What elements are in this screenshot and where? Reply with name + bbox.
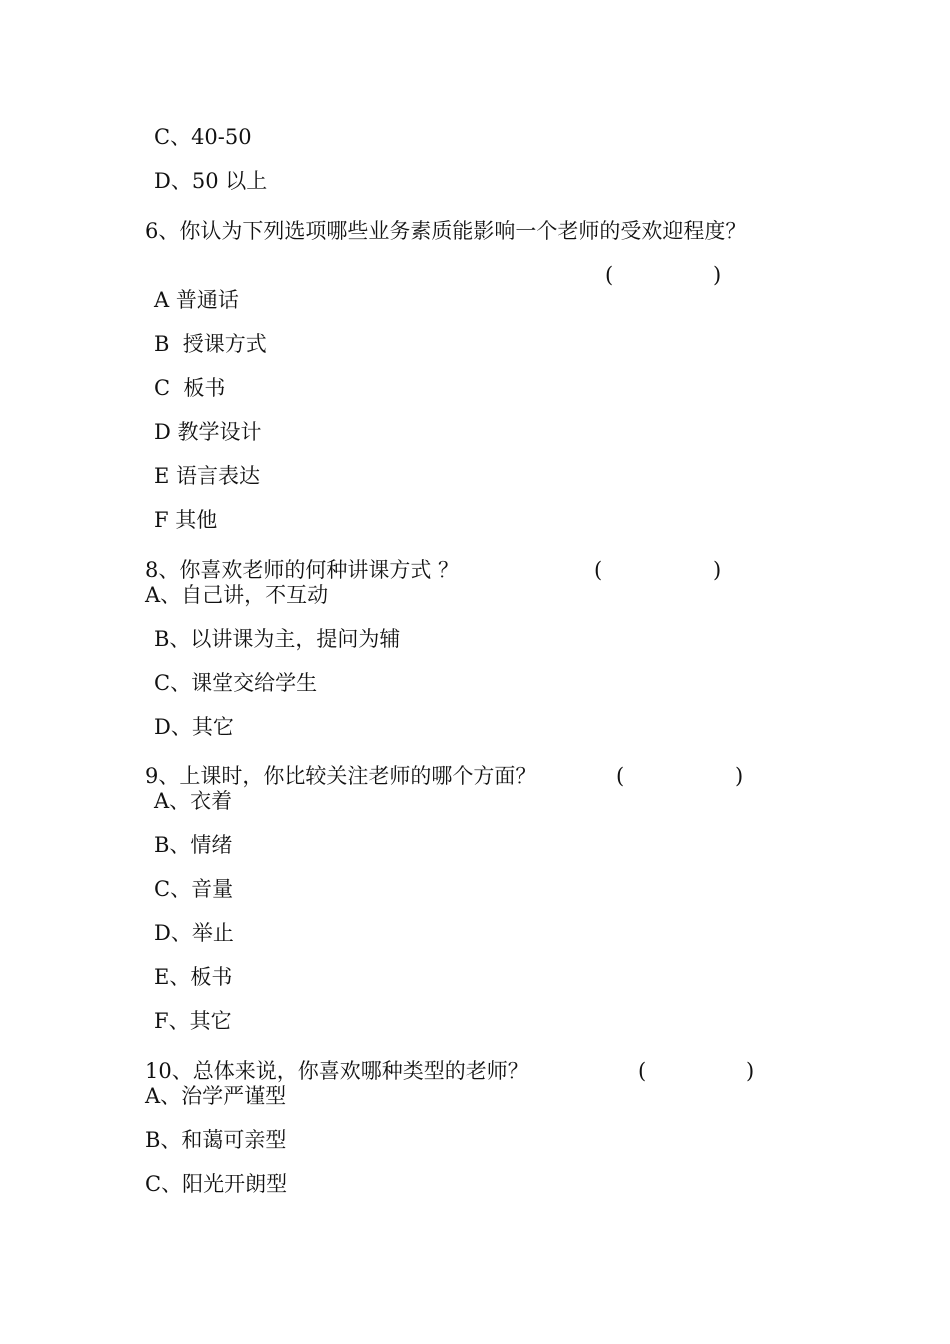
q6-answer-paren-open: ( xyxy=(605,263,614,287)
q6-option-b: B 授课方式 xyxy=(154,332,267,356)
q10-option-b: B、和蔼可亲型 xyxy=(145,1128,287,1152)
q8-option-a: A、自己讲，不互动 xyxy=(145,583,329,607)
q8-answer-paren-open: ( xyxy=(594,558,603,582)
q6-option-d: D 教学设计 xyxy=(154,420,262,444)
q6-option-c: C 板书 xyxy=(154,376,226,400)
q10-answer-paren-open: ( xyxy=(638,1059,647,1083)
q10-answer-paren-close: ) xyxy=(746,1059,755,1083)
q9-question: 9、上课时，你比较关注老师的哪个方面？ xyxy=(145,764,537,788)
q6-option-f: F 其他 xyxy=(154,508,218,532)
q8-option-c: C、课堂交给学生 xyxy=(154,671,318,695)
q6-answer-paren-close: ) xyxy=(713,263,722,287)
q5-option-d: D、50 以上 xyxy=(154,169,268,193)
q5-option-c: C、40-50 xyxy=(154,125,252,149)
q8-option-b: B、以讲课为主，提问为辅 xyxy=(154,627,401,651)
q8-option-d: D、其它 xyxy=(154,715,234,739)
q9-option-c: C、音量 xyxy=(154,877,234,901)
q6-option-e: E 语言表达 xyxy=(154,464,261,488)
q10-question: 10、总体来说，你喜欢哪种类型的老师？ xyxy=(145,1059,529,1083)
q9-option-a: A、衣着 xyxy=(154,789,233,813)
q10-option-a: A、治学严谨型 xyxy=(145,1084,287,1108)
q8-question: 8、你喜欢老师的何种讲课方式 ？ xyxy=(145,558,460,582)
q9-answer-paren-open: ( xyxy=(616,764,625,788)
q6-question: 6、你认为下列选项哪些业务素质能影响一个老师的受欢迎程度？ xyxy=(145,219,747,243)
q9-option-e: E、板书 xyxy=(154,965,233,989)
q8-answer-paren-close: ) xyxy=(713,558,722,582)
q9-option-b: B、情绪 xyxy=(154,833,233,857)
q9-answer-paren-close: ) xyxy=(735,764,744,788)
q9-option-d: D、举止 xyxy=(154,921,234,945)
q9-option-f: F、其它 xyxy=(154,1009,232,1033)
q10-option-c: C、阳光开朗型 xyxy=(145,1172,288,1196)
q6-option-a: A 普通话 xyxy=(154,288,239,312)
